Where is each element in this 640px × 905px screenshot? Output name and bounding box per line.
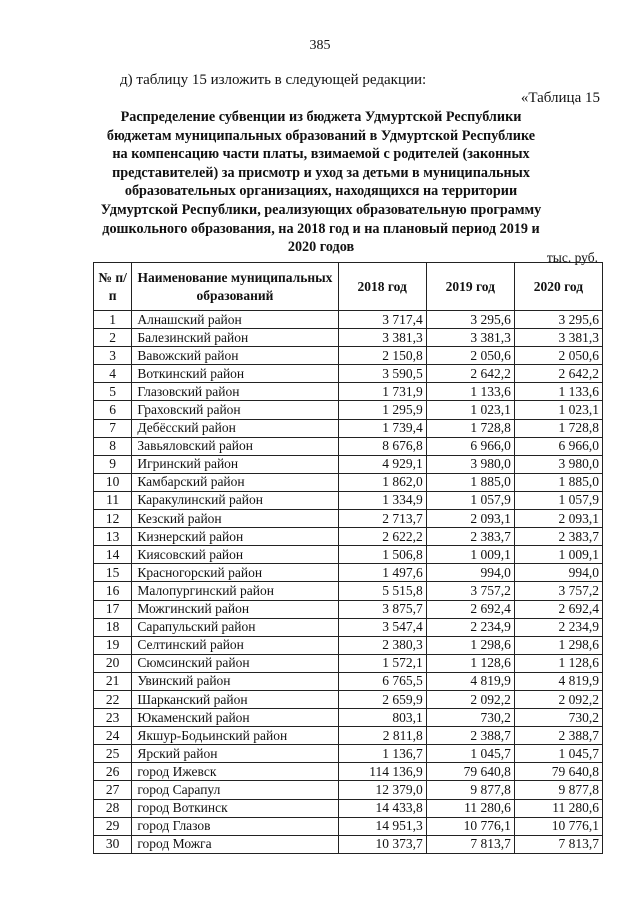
row-value-2018: 2 659,9 bbox=[338, 690, 426, 708]
row-value-2019: 4 819,9 bbox=[426, 672, 514, 690]
row-name: Малопургинский район bbox=[132, 582, 338, 600]
row-number: 16 bbox=[94, 582, 132, 600]
row-number: 13 bbox=[94, 528, 132, 546]
row-value-2018: 10 373,7 bbox=[338, 835, 426, 853]
row-number: 5 bbox=[94, 383, 132, 401]
row-value-2019: 3 381,3 bbox=[426, 329, 514, 347]
row-value-2018: 2 622,2 bbox=[338, 528, 426, 546]
row-number: 6 bbox=[94, 401, 132, 419]
row-value-2020: 3 295,6 bbox=[514, 311, 602, 329]
row-name: Можгинский район bbox=[132, 600, 338, 618]
row-value-2020: 3 980,0 bbox=[514, 455, 602, 473]
row-name: Якшур-Бодьинский район bbox=[132, 727, 338, 745]
intro-text: д) таблицу 15 изложить в следующей редакции: bbox=[120, 72, 427, 88]
row-name: Киясовский район bbox=[132, 546, 338, 564]
table-row bbox=[94, 709, 603, 727]
row-value-2019: 1 057,9 bbox=[426, 491, 514, 509]
row-number: 29 bbox=[94, 817, 132, 835]
row-name: Вавожский район bbox=[132, 347, 338, 365]
row-value-2019: 3 757,2 bbox=[426, 582, 514, 600]
units-label: тыс. руб. bbox=[546, 250, 598, 265]
row-number: 9 bbox=[94, 455, 132, 473]
row-value-2018: 1 334,9 bbox=[338, 491, 426, 509]
page-number: 385 bbox=[309, 38, 331, 53]
table-body bbox=[94, 311, 603, 854]
row-number: 17 bbox=[94, 600, 132, 618]
row-number: 12 bbox=[94, 510, 132, 528]
table-row bbox=[94, 491, 603, 509]
row-value-2020: 6 966,0 bbox=[514, 437, 602, 455]
table-label: «Таблица 15 bbox=[520, 90, 600, 106]
row-value-2020: 3 381,3 bbox=[514, 329, 602, 347]
subvention-table bbox=[93, 262, 603, 854]
table-header-row bbox=[94, 263, 603, 311]
row-value-2019: 1 023,1 bbox=[426, 401, 514, 419]
table-row bbox=[94, 781, 603, 799]
table-row bbox=[94, 636, 603, 654]
table-row bbox=[94, 835, 603, 853]
row-number: 22 bbox=[94, 690, 132, 708]
row-number: 21 bbox=[94, 672, 132, 690]
table-row bbox=[94, 600, 603, 618]
table-row bbox=[94, 383, 603, 401]
row-name: Ярский район bbox=[132, 745, 338, 763]
table-row bbox=[94, 817, 603, 835]
table-row bbox=[94, 799, 603, 817]
row-value-2018: 1 497,6 bbox=[338, 564, 426, 582]
table-row bbox=[94, 582, 603, 600]
row-value-2018: 803,1 bbox=[338, 709, 426, 727]
row-value-2020: 1 298,6 bbox=[514, 636, 602, 654]
row-number: 15 bbox=[94, 564, 132, 582]
row-name: Сарапульский район bbox=[132, 618, 338, 636]
row-value-2019: 1 045,7 bbox=[426, 745, 514, 763]
table-row bbox=[94, 401, 603, 419]
row-value-2020: 994,0 bbox=[514, 564, 602, 582]
row-value-2019: 11 280,6 bbox=[426, 799, 514, 817]
header-name: Наименование муниципальных образований bbox=[132, 263, 338, 311]
row-value-2018: 12 379,0 bbox=[338, 781, 426, 799]
table-row bbox=[94, 455, 603, 473]
table-row bbox=[94, 473, 603, 491]
table-row bbox=[94, 564, 603, 582]
row-value-2018: 14 433,8 bbox=[338, 799, 426, 817]
header-2020: 2020 год bbox=[514, 263, 602, 311]
row-value-2020: 730,2 bbox=[514, 709, 602, 727]
row-number: 19 bbox=[94, 636, 132, 654]
row-value-2019: 79 640,8 bbox=[426, 763, 514, 781]
row-value-2018: 1 572,1 bbox=[338, 654, 426, 672]
row-number: 2 bbox=[94, 329, 132, 347]
row-value-2018: 1 862,0 bbox=[338, 473, 426, 491]
row-value-2018: 2 713,7 bbox=[338, 510, 426, 528]
row-name: Каракулинский район bbox=[132, 491, 338, 509]
row-value-2020: 1 128,6 bbox=[514, 654, 602, 672]
row-name: Увинский район bbox=[132, 672, 338, 690]
row-value-2019: 2 050,6 bbox=[426, 347, 514, 365]
row-name: Дебёсский район bbox=[132, 419, 338, 437]
table-row bbox=[94, 347, 603, 365]
row-value-2019: 2 234,9 bbox=[426, 618, 514, 636]
row-value-2020: 3 757,2 bbox=[514, 582, 602, 600]
table-row bbox=[94, 763, 603, 781]
row-name: Игринский район bbox=[132, 455, 338, 473]
row-value-2019: 1 133,6 bbox=[426, 383, 514, 401]
row-number: 14 bbox=[94, 546, 132, 564]
row-value-2018: 14 951,3 bbox=[338, 817, 426, 835]
row-value-2019: 1 728,8 bbox=[426, 419, 514, 437]
row-name: Глазовский район bbox=[132, 383, 338, 401]
row-value-2019: 994,0 bbox=[426, 564, 514, 582]
row-value-2018: 3 547,4 bbox=[338, 618, 426, 636]
table-row bbox=[94, 437, 603, 455]
header-2019: 2019 год bbox=[426, 263, 514, 311]
row-value-2020: 2 093,1 bbox=[514, 510, 602, 528]
row-value-2020: 1 885,0 bbox=[514, 473, 602, 491]
row-value-2018: 2 150,8 bbox=[338, 347, 426, 365]
row-value-2019: 2 692,4 bbox=[426, 600, 514, 618]
row-name: Алнашский район bbox=[132, 311, 338, 329]
row-name: Сюмсинский район bbox=[132, 654, 338, 672]
row-value-2018: 8 676,8 bbox=[338, 437, 426, 455]
row-number: 24 bbox=[94, 727, 132, 745]
row-value-2020: 1 133,6 bbox=[514, 383, 602, 401]
row-value-2019: 7 813,7 bbox=[426, 835, 514, 853]
table-row bbox=[94, 365, 603, 383]
row-value-2020: 1 023,1 bbox=[514, 401, 602, 419]
table-row bbox=[94, 528, 603, 546]
row-number: 11 bbox=[94, 491, 132, 509]
row-value-2018: 1 731,9 bbox=[338, 383, 426, 401]
row-value-2019: 2 093,1 bbox=[426, 510, 514, 528]
row-number: 7 bbox=[94, 419, 132, 437]
row-value-2020: 2 050,6 bbox=[514, 347, 602, 365]
row-name: Воткинский район bbox=[132, 365, 338, 383]
table-row bbox=[94, 311, 603, 329]
row-number: 8 bbox=[94, 437, 132, 455]
table-row bbox=[94, 546, 603, 564]
row-value-2020: 2 234,9 bbox=[514, 618, 602, 636]
row-value-2020: 2 388,7 bbox=[514, 727, 602, 745]
row-value-2019: 1 009,1 bbox=[426, 546, 514, 564]
row-value-2020: 2 383,7 bbox=[514, 528, 602, 546]
row-value-2019: 730,2 bbox=[426, 709, 514, 727]
row-value-2018: 6 765,5 bbox=[338, 672, 426, 690]
row-number: 3 bbox=[94, 347, 132, 365]
header-2018: 2018 год bbox=[338, 263, 426, 311]
row-value-2018: 114 136,9 bbox=[338, 763, 426, 781]
row-name: Граховский район bbox=[132, 401, 338, 419]
row-name: Камбарский район bbox=[132, 473, 338, 491]
table-row bbox=[94, 329, 603, 347]
row-value-2020: 1 009,1 bbox=[514, 546, 602, 564]
row-value-2020: 2 692,4 bbox=[514, 600, 602, 618]
row-value-2018: 3 590,5 bbox=[338, 365, 426, 383]
row-value-2019: 2 388,7 bbox=[426, 727, 514, 745]
row-value-2020: 2 092,2 bbox=[514, 690, 602, 708]
row-number: 1 bbox=[94, 311, 132, 329]
row-value-2019: 6 966,0 bbox=[426, 437, 514, 455]
row-name: Завьяловский район bbox=[132, 437, 338, 455]
row-number: 4 bbox=[94, 365, 132, 383]
row-number: 30 bbox=[94, 835, 132, 853]
row-value-2018: 4 929,1 bbox=[338, 455, 426, 473]
row-number: 27 bbox=[94, 781, 132, 799]
row-value-2018: 2 811,8 bbox=[338, 727, 426, 745]
row-name: город Воткинск bbox=[132, 799, 338, 817]
row-value-2018: 1 295,9 bbox=[338, 401, 426, 419]
row-value-2019: 3 980,0 bbox=[426, 455, 514, 473]
row-value-2020: 1 728,8 bbox=[514, 419, 602, 437]
table-row bbox=[94, 618, 603, 636]
row-value-2020: 10 776,1 bbox=[514, 817, 602, 835]
row-value-2018: 3 381,3 bbox=[338, 329, 426, 347]
row-number: 28 bbox=[94, 799, 132, 817]
row-value-2020: 4 819,9 bbox=[514, 672, 602, 690]
row-name: город Сарапул bbox=[132, 781, 338, 799]
row-name: город Ижевск bbox=[132, 763, 338, 781]
row-value-2020: 2 642,2 bbox=[514, 365, 602, 383]
row-value-2018: 3 875,7 bbox=[338, 600, 426, 618]
row-value-2019: 2 642,2 bbox=[426, 365, 514, 383]
row-value-2019: 2 092,2 bbox=[426, 690, 514, 708]
row-name: город Можга bbox=[132, 835, 338, 853]
row-value-2018: 5 515,8 bbox=[338, 582, 426, 600]
row-value-2018: 1 506,8 bbox=[338, 546, 426, 564]
row-value-2018: 2 380,3 bbox=[338, 636, 426, 654]
row-value-2020: 1 057,9 bbox=[514, 491, 602, 509]
row-name: Кезский район bbox=[132, 510, 338, 528]
row-value-2020: 11 280,6 bbox=[514, 799, 602, 817]
row-number: 18 bbox=[94, 618, 132, 636]
row-number: 26 bbox=[94, 763, 132, 781]
table-row bbox=[94, 727, 603, 745]
row-value-2019: 3 295,6 bbox=[426, 311, 514, 329]
row-value-2019: 9 877,8 bbox=[426, 781, 514, 799]
row-value-2019: 1 298,6 bbox=[426, 636, 514, 654]
row-name: Красногорский район bbox=[132, 564, 338, 582]
row-number: 25 bbox=[94, 745, 132, 763]
row-value-2019: 1 885,0 bbox=[426, 473, 514, 491]
row-value-2019: 10 776,1 bbox=[426, 817, 514, 835]
row-value-2020: 7 813,7 bbox=[514, 835, 602, 853]
table-row bbox=[94, 745, 603, 763]
row-value-2018: 1 136,7 bbox=[338, 745, 426, 763]
row-name: Юкаменский район bbox=[132, 709, 338, 727]
row-value-2020: 9 877,8 bbox=[514, 781, 602, 799]
document-title: Распределение субвенции из бюджета Удмуртской Республики бюджетам муниципальных образований в Удмуртской Республике на компенсацию части платы, взимаемой с родителей (законных представителей) за присмотр и уход за детьми в муниципальных образовательных организациях, находящихся на территории Удмуртской Республики, реализующих образовательную программу дошкольного образования, на 2018 год и на плановый период 2019 и 2020 годов bbox=[100, 109, 542, 256]
row-value-2020: 79 640,8 bbox=[514, 763, 602, 781]
row-value-2019: 1 128,6 bbox=[426, 654, 514, 672]
row-name: Шарканский район bbox=[132, 690, 338, 708]
header-num: № п/п bbox=[94, 263, 132, 311]
table-row bbox=[94, 654, 603, 672]
row-value-2019: 2 383,7 bbox=[426, 528, 514, 546]
row-value-2020: 1 045,7 bbox=[514, 745, 602, 763]
table-row bbox=[94, 690, 603, 708]
row-name: Балезинский район bbox=[132, 329, 338, 347]
table-row bbox=[94, 510, 603, 528]
row-number: 23 bbox=[94, 709, 132, 727]
row-number: 20 bbox=[94, 654, 132, 672]
row-name: город Глазов bbox=[132, 817, 338, 835]
row-name: Селтинский район bbox=[132, 636, 338, 654]
table-row bbox=[94, 419, 603, 437]
table-row bbox=[94, 672, 603, 690]
row-name: Кизнерский район bbox=[132, 528, 338, 546]
row-number: 10 bbox=[94, 473, 132, 491]
row-value-2018: 3 717,4 bbox=[338, 311, 426, 329]
row-value-2018: 1 739,4 bbox=[338, 419, 426, 437]
